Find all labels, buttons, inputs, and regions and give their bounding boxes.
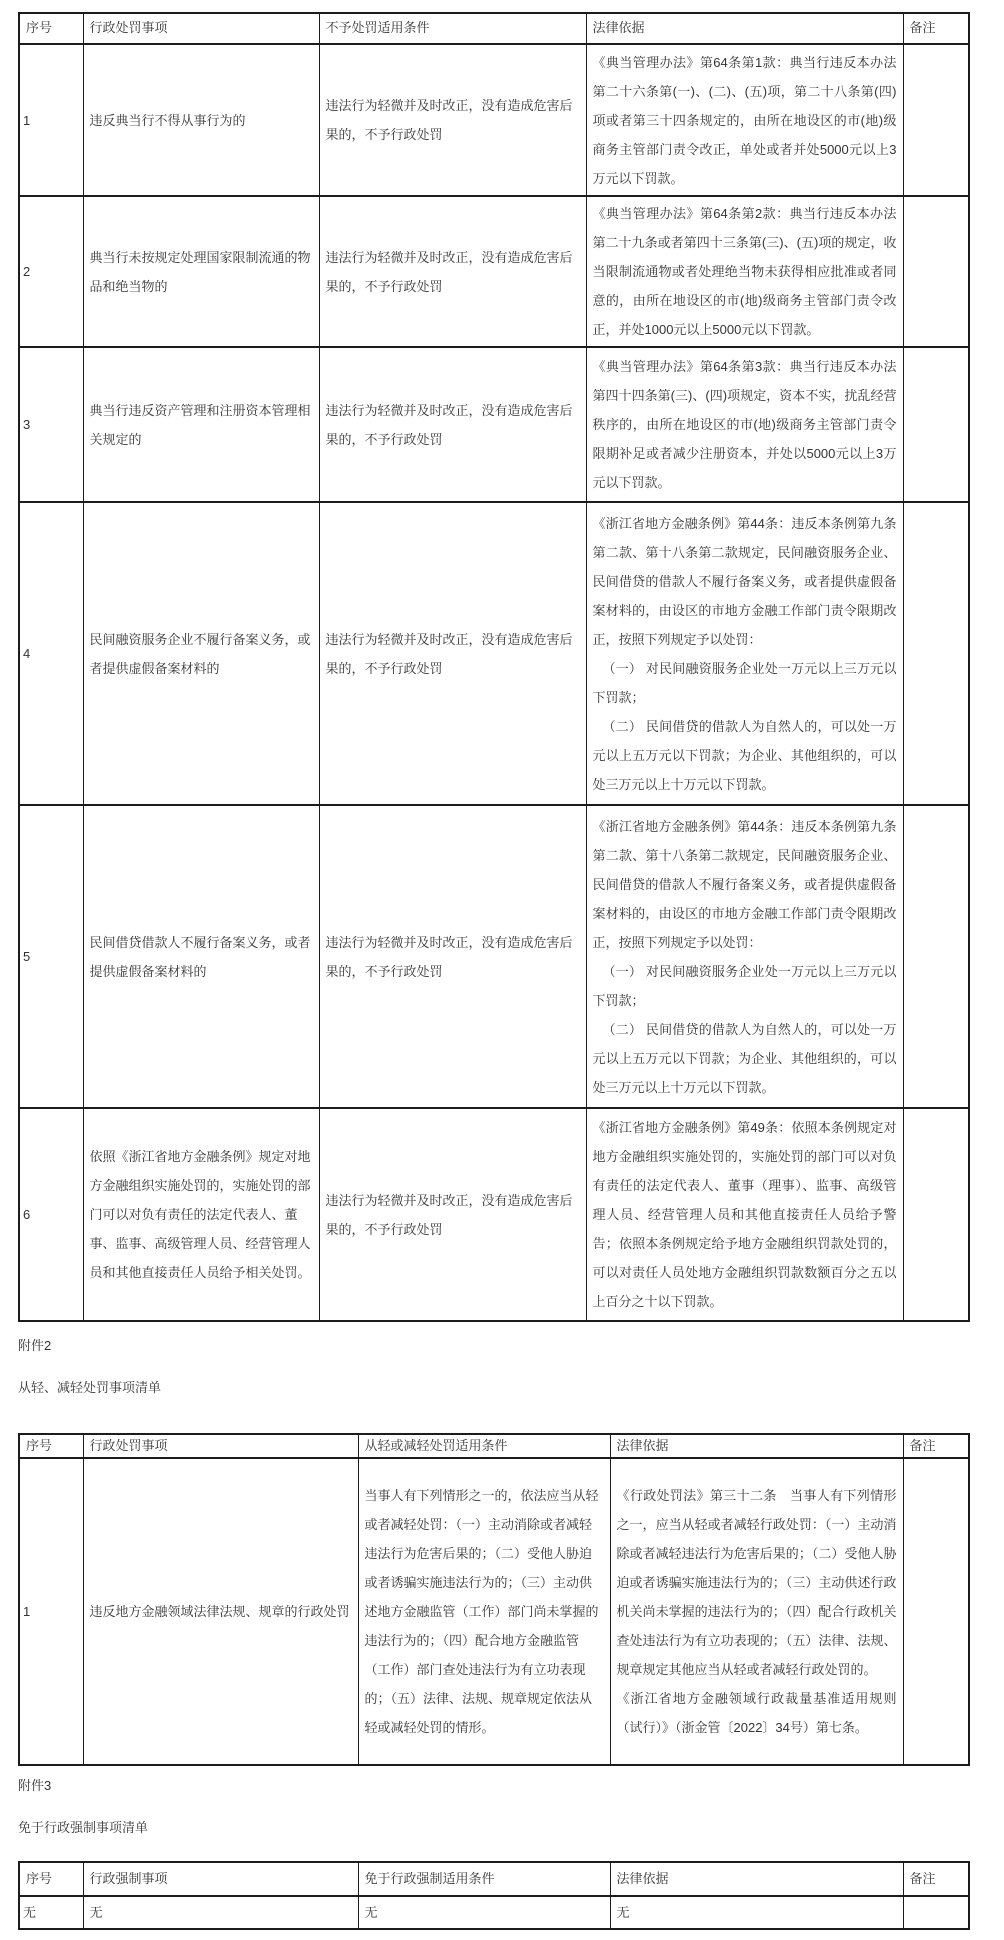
cell-paragraph: 违反地方金融领域法律法规、规章的行政处罚 (89, 1604, 350, 1619)
attachment2-title: 从轻、减轻处罚事项清单 (18, 1380, 162, 1395)
attachment3-title: 免于行政强制事项清单 (18, 1820, 149, 1835)
condition-cell (319, 44, 586, 196)
remark-cell (903, 502, 969, 805)
condition-cell (319, 347, 586, 502)
table-row (19, 1108, 969, 1321)
cell-paragraph: 《行政处罚法》第三十二条 当事人有下列情形之一，应当从轻或者减轻行政处罚：（一）主动消除或者减轻违法行为危害后果的；（二）受他人胁迫或者诱骗实施违法行为的；（三）主动供述行政机关尚未掌握的违法行为的；（四）配合行政机关查处违法行为有立功表现的；（五）法律、法规、规章规定其他应当从轻或者减轻行政处罚的。 (616, 1488, 897, 1677)
row-number-cell (19, 502, 83, 805)
cell-paragraph: 《浙江省地方金融条例》第44条：违反本条例第九条第二款、第十八条第二款规定，民间融资服务企业、民间借贷的借款人不履行备案义务，或者提供虚假备案材料的，由设区的市地方金融工作部门责令限期改正，按照下列规定予以处罚： (592, 818, 897, 950)
cell-paragraph: 典当行未按规定处理国家限制流通的物品和绝当物的 (89, 249, 311, 294)
legal-basis-cell (586, 1108, 903, 1321)
cell-paragraph: （二） 民间借贷的借款人为自然人的，可以处一万元以上五万元以下罚款；为企业、其他组织的，可以处三万元以上十万元以下罚款。 (592, 718, 897, 792)
cell-paragraph: 违法行为轻微并及时改正，没有造成危害后果的，不予行政处罚 (325, 934, 573, 979)
cell-paragraph: 典当行违反资产管理和注册资本管理相关规定的 (89, 402, 311, 447)
legal-basis-cell (610, 1896, 903, 1929)
cell-paragraph: 1 (23, 112, 31, 128)
cell-paragraph: 违法行为轻微并及时改正，没有造成危害后果的，不予行政处罚 (325, 631, 573, 676)
column-header: 免于行政强制适用条件 (358, 1862, 610, 1896)
column-header: 序号 (19, 1862, 83, 1896)
cell-paragraph: 1 (23, 1604, 31, 1619)
row-number-cell (19, 805, 83, 1108)
cell-paragraph: 《浙江省地方金融条例》第49条：依照本条例规定对地方金融组织实施处罚的，实施处罚的部门可以对负有责任的法定代表人、董事（理事）、监事、高级管理人员、经营管理人员和其他直接责任人员给予警告；依照本条例规定给予地方金融组织罚款处罚的，可以对责任人员处地方金融组织罚款数额百分之五以上百分之十以下罚款。 (592, 1120, 897, 1309)
cell-paragraph: （二） 民间借贷的借款人为自然人的，可以处一万元以上五万元以下罚款；为企业、其他组织的，可以处三万元以上十万元以下罚款。 (592, 1021, 897, 1095)
row-number-cell (19, 1108, 83, 1321)
column-header: 备注 (903, 1434, 969, 1458)
cell-paragraph: 民间借贷借款人不履行备案义务，或者提供虚假备案材料的 (89, 934, 311, 979)
legal-basis-cell (586, 805, 903, 1108)
condition-cell (319, 196, 586, 347)
column-header: 行政处罚事项 (83, 13, 319, 44)
no-penalty-items-table (18, 12, 970, 1322)
cell-paragraph: 违法行为轻微并及时改正，没有造成危害后果的，不予行政处罚 (325, 249, 573, 294)
legal-basis-cell (586, 502, 903, 805)
table-row (19, 347, 969, 502)
column-header: 行政强制事项 (83, 1862, 358, 1896)
cell-paragraph: 当事人有下列情形之一的，依法应当从轻或者减轻处罚：（一）主动消除或者减轻违法行为危害后果的；（二）受他人胁迫或者诱骗实施违法行为的；（三）主动供述地方金融监管（工作）部门尚未掌握的违法行为的；（四）配合地方金融监管（工作）部门查处违法行为有立功表现的；（五）法律、法规、规章规定依法从轻或减轻处罚的情形。 (364, 1488, 599, 1735)
cell-paragraph: 无 (364, 1905, 378, 1920)
header-row (19, 1434, 969, 1458)
table-row (19, 1458, 969, 1765)
table-row (19, 1896, 969, 1929)
row-number-cell (19, 196, 83, 347)
cell-paragraph: 民间融资服务企业不履行备案义务，或者提供虚假备案材料的 (89, 631, 311, 676)
legal-basis-cell (586, 44, 903, 196)
cell-paragraph: 违法行为轻微并及时改正，没有造成危害后果的，不予行政处罚 (325, 98, 573, 142)
penalty-item-cell (83, 805, 319, 1108)
cell-paragraph: 2 (23, 264, 31, 279)
enforcement-exemption-table (18, 1861, 970, 1930)
cell-paragraph: 4 (23, 646, 31, 661)
penalty-item-cell (83, 502, 319, 805)
row-number-cell (19, 347, 83, 502)
header-row (19, 13, 969, 44)
condition-cell (319, 1108, 586, 1321)
column-header: 行政处罚事项 (83, 1434, 358, 1458)
penalty-item-cell (83, 44, 319, 196)
table-row (19, 196, 969, 347)
penalty-item-cell (83, 1458, 358, 1765)
condition-cell (319, 805, 586, 1108)
column-header: 不予处罚适用条件 (319, 13, 586, 44)
condition-cell (358, 1458, 610, 1765)
legal-basis-cell (610, 1458, 903, 1765)
remark-cell (903, 805, 969, 1108)
cell-paragraph: 无 (616, 1905, 630, 1920)
remark-cell (903, 44, 969, 196)
cell-paragraph: （一） 对民间融资服务企业处一万元以上三万元以下罚款； (592, 963, 897, 1008)
row-number-cell (19, 44, 83, 196)
column-header: 法律依据 (610, 1434, 903, 1458)
cell-paragraph: 违法行为轻微并及时改正，没有造成危害后果的，不予行政处罚 (325, 402, 573, 447)
legal-basis-cell (586, 196, 903, 347)
table-row (19, 502, 969, 805)
cell-paragraph: 3 (23, 417, 31, 432)
header-row (19, 1862, 969, 1896)
cell-paragraph: 无 (89, 1905, 103, 1920)
table-row (19, 805, 969, 1108)
column-header: 备注 (903, 13, 969, 44)
cell-paragraph: 依照《浙江省地方金融条例》规定对地方金融组织实施处罚的，实施处罚的部门可以对负有责任的法定代表人、董事、监事、高级管理人员、经营管理人员和其他直接责任人员给予相关处罚。 (89, 1149, 311, 1280)
remark-cell (903, 196, 969, 347)
remark-cell (903, 1896, 969, 1929)
cell-paragraph: 《典当管理办法》第64条第1款：典当行违反本办法第二十六条第(一)、(二)、(五)项，第二十八条第(四)项或者第三十四条规定的，由所在地设区的市(地)级商务主管部门责令改正，单处或者并处5000元以上3万元以下罚款。 (592, 54, 897, 186)
penalty-item-cell (83, 1108, 319, 1321)
cell-paragraph: 《浙江省地方金融条例》第44条：违反本条例第九条第二款、第十八条第二款规定，民间融资服务企业、民间借贷的借款人不履行备案义务，或者提供虚假备案材料的，由设区的市地方金融工作部门责令限期改正，按照下列规定予以处罚： (592, 515, 897, 647)
penalty-item-cell (83, 1896, 358, 1929)
attachment2-label: 附件2 (18, 1338, 52, 1353)
column-header: 序号 (19, 1434, 83, 1458)
condition-cell (358, 1896, 610, 1929)
column-header: 备注 (903, 1862, 969, 1896)
row-number-cell (19, 1458, 83, 1765)
table-row (19, 44, 969, 196)
column-header: 从轻或减轻处罚适用条件 (358, 1434, 610, 1458)
row-number-cell (19, 1896, 83, 1929)
remark-cell (903, 347, 969, 502)
mitigation-items-table (18, 1433, 970, 1766)
legal-basis-cell (586, 347, 903, 502)
column-header: 法律依据 (586, 13, 903, 44)
cell-paragraph: 6 (23, 1207, 31, 1222)
column-header: 序号 (19, 13, 83, 44)
attachment3-label: 附件3 (18, 1778, 52, 1793)
cell-paragraph: 5 (23, 949, 31, 964)
condition-cell (319, 502, 586, 805)
penalty-item-cell (83, 196, 319, 347)
cell-paragraph: （一） 对民间融资服务企业处一万元以上三万元以下罚款； (592, 660, 897, 705)
cell-paragraph: 《典当管理办法》第64条第3款：典当行违反本办法第四十四条第(三)、(四)项规定，资本不实，扰乱经营秩序的，由所在地设区的市(地)级商务主管部门责令限期补足或者减少注册资本，并处以5000元以上3万元以下罚款。 (592, 359, 897, 490)
penalty-item-cell (83, 347, 319, 502)
cell-paragraph: 违反典当行不得从事行为的 (89, 112, 246, 128)
cell-paragraph: 《典当管理办法》第64条第2款：典当行违反本办法第二十九条或者第四十三条第(三)、(五)项的规定，收当限制流通物或者处理绝当物未获得相应批准或者同意的，由所在地设区的市(地)级商务主管部门责令改正，并处1000元以上5000元以下罚款。 (592, 206, 897, 337)
column-header: 法律依据 (610, 1862, 903, 1896)
cell-paragraph: 《浙江省地方金融领域行政裁量基准适用规则（试行）》（浙金管〔2022〕34号）第七条。 (616, 1691, 897, 1735)
cell-paragraph: 无 (23, 1905, 37, 1920)
cell-paragraph: 违法行为轻微并及时改正，没有造成危害后果的，不予行政处罚 (325, 1192, 573, 1237)
remark-cell (903, 1458, 969, 1765)
remark-cell (903, 1108, 969, 1321)
